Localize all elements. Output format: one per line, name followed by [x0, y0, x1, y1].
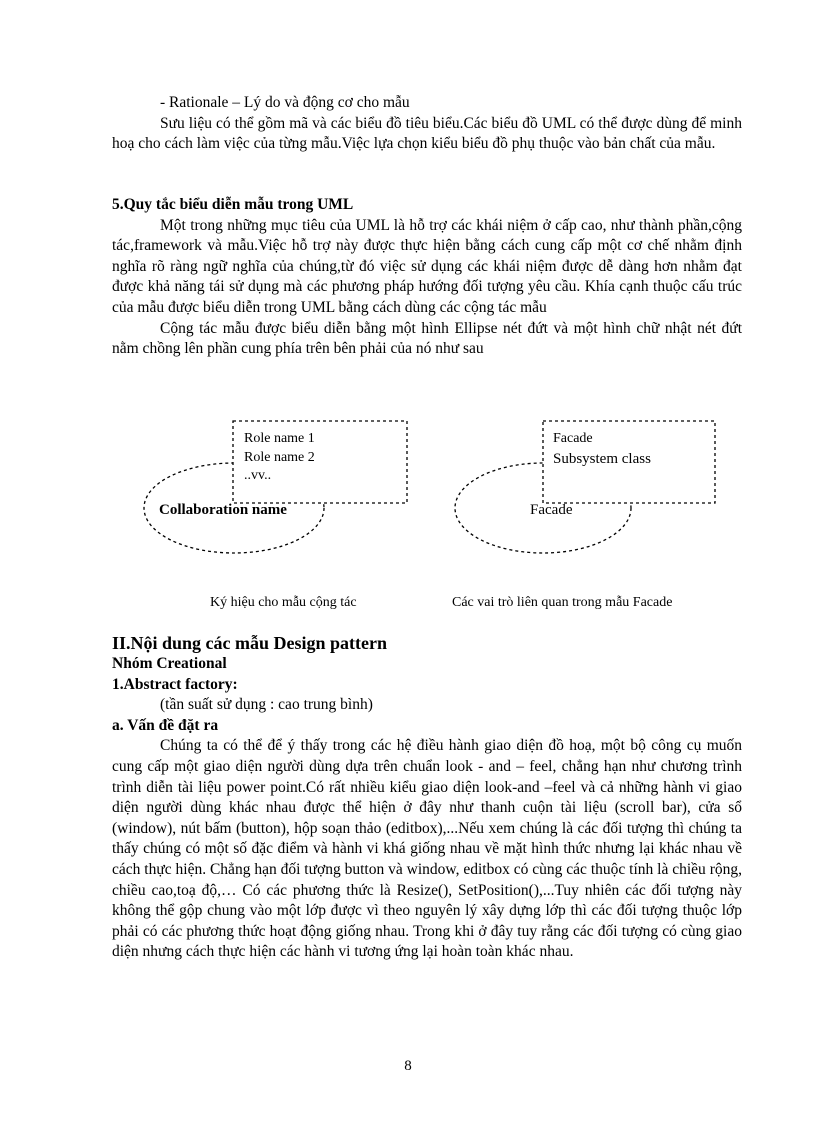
section5-block — [112, 195, 742, 360]
intro-block — [112, 93, 742, 155]
abstract-factory-heading: 1.Abstract factory: — [112, 675, 238, 693]
creational-group-heading: Nhóm Creational — [112, 655, 227, 672]
facade-box-title: Facade — [553, 431, 593, 446]
section5-heading: 5.Quy tắc biểu diễn mẫu trong UML — [112, 196, 354, 213]
part2-heading: II.Nội dung các mẫu Design pattern — [112, 633, 388, 653]
rationale-bullet: - Rationale – Lý do và động cơ cho mẫu — [160, 94, 410, 111]
right-facade-diagram — [455, 421, 715, 553]
subsystem-class-label: Subsystem class — [553, 451, 651, 467]
left-diagram-caption: Ký hiệu cho mẫu cộng tác — [210, 595, 357, 610]
page-number: 8 — [404, 1058, 412, 1074]
section5-paragraph-1: Một trong những mục tiêu của UML là hỗ trợ các khái niệm ở cấp cao, như thành phần,cộng tác,framework và mẫu.Việc hỗ trợ này được thực hiện bằng cách cung cấp một cơ chế nhằm định nghĩa rõ ràng ngữ nghĩa của chúng,từ đó việc sử dụng các khái niệm được dễ dàng hơn nhằm đạt được khả năng tái sử dụng mà các phương pháp hướng đối tượng yêu cầu. Khía cạnh thuộc cấu trúc của mẫu được biểu diễn trong UML bằng cách dùng các cộng tác mẫu — [112, 216, 742, 316]
facade-ellipse-label: Facade — [530, 502, 573, 518]
left-collaboration-diagram — [144, 421, 407, 553]
problem-subheading: a. Vấn đề đặt ra — [112, 716, 219, 734]
right-diagram-caption: Các vai trò liên quan trong mẫu Facade — [452, 595, 673, 610]
collaboration-name-label: Collaboration name — [159, 502, 287, 518]
role-name-2: Role name 2 — [244, 450, 315, 465]
part2-block — [112, 632, 742, 963]
intro-paragraph: Sưu liệu có thể gồm mã và các biểu đồ tiêu biểu.Các biểu đồ UML có thể được dùng để minh hoạ cho cách làm việc của từng mẫu.Việc lựa chọn kiểu biểu đồ phụ thuộc vào bản chất của mẫu. — [112, 114, 742, 153]
section5-paragraph-2: Cộng tác mẫu được biểu diễn bằng một hình Ellipse nét đứt và một hình chữ nhật nét đứt nằm chồng lên phần cung phía trên bên phải của nó như sau — [112, 319, 742, 358]
role-name-etc: ..vv.. — [244, 468, 272, 483]
usage-frequency: (tần suất sử dụng : cao trung bình) — [160, 696, 373, 714]
problem-paragraph: Chúng ta có thể để ý thấy trong các hệ điều hành giao diện đồ hoạ, một bộ công cụ muốn cung cấp một giao diện người dùng dựa trên chuẩn look - and – feel, chẳng hạn như chương trình trình diễn tài liệu power point.Có rất nhiều kiểu giao diện look-and –feel và cả những hành vi giao diện người dùng khác nhau được thể hiện ở đây như thanh cuộn tài liệu (scroll bar), cửa sổ (window), nút bấm (button), hộp soạn thảo (editbox),...Nếu xem chúng là các đối tượng thì chúng ta thấy chúng có một số đặc điểm và hành vi khá giống nhau về mặt hình thức nhưng lại khác nhau về cách thực hiện. Chẳng hạn đối tượng button và window, editbox có cùng các thuộc tính là chiều rộng, chiều cao,toạ độ,… Có các phương thức là Resize(), SetPosition(),...Tuy nhiên các đối tượng này không thể gộp chung vào một lớp được vì theo nguyên lý xây dựng lớp thì các đối tượng thuộc lớp phải có các phương thức hoạt động giống nhau. Trong khi ở đây tuy rằng các đối tượng có cùng giao diện nhưng cách thực hiện các hành vi tương ứng lại hoàn toàn khác nhau. — [112, 737, 742, 961]
role-name-1: Role name 1 — [244, 431, 315, 446]
collaboration-diagrams — [0, 410, 816, 590]
